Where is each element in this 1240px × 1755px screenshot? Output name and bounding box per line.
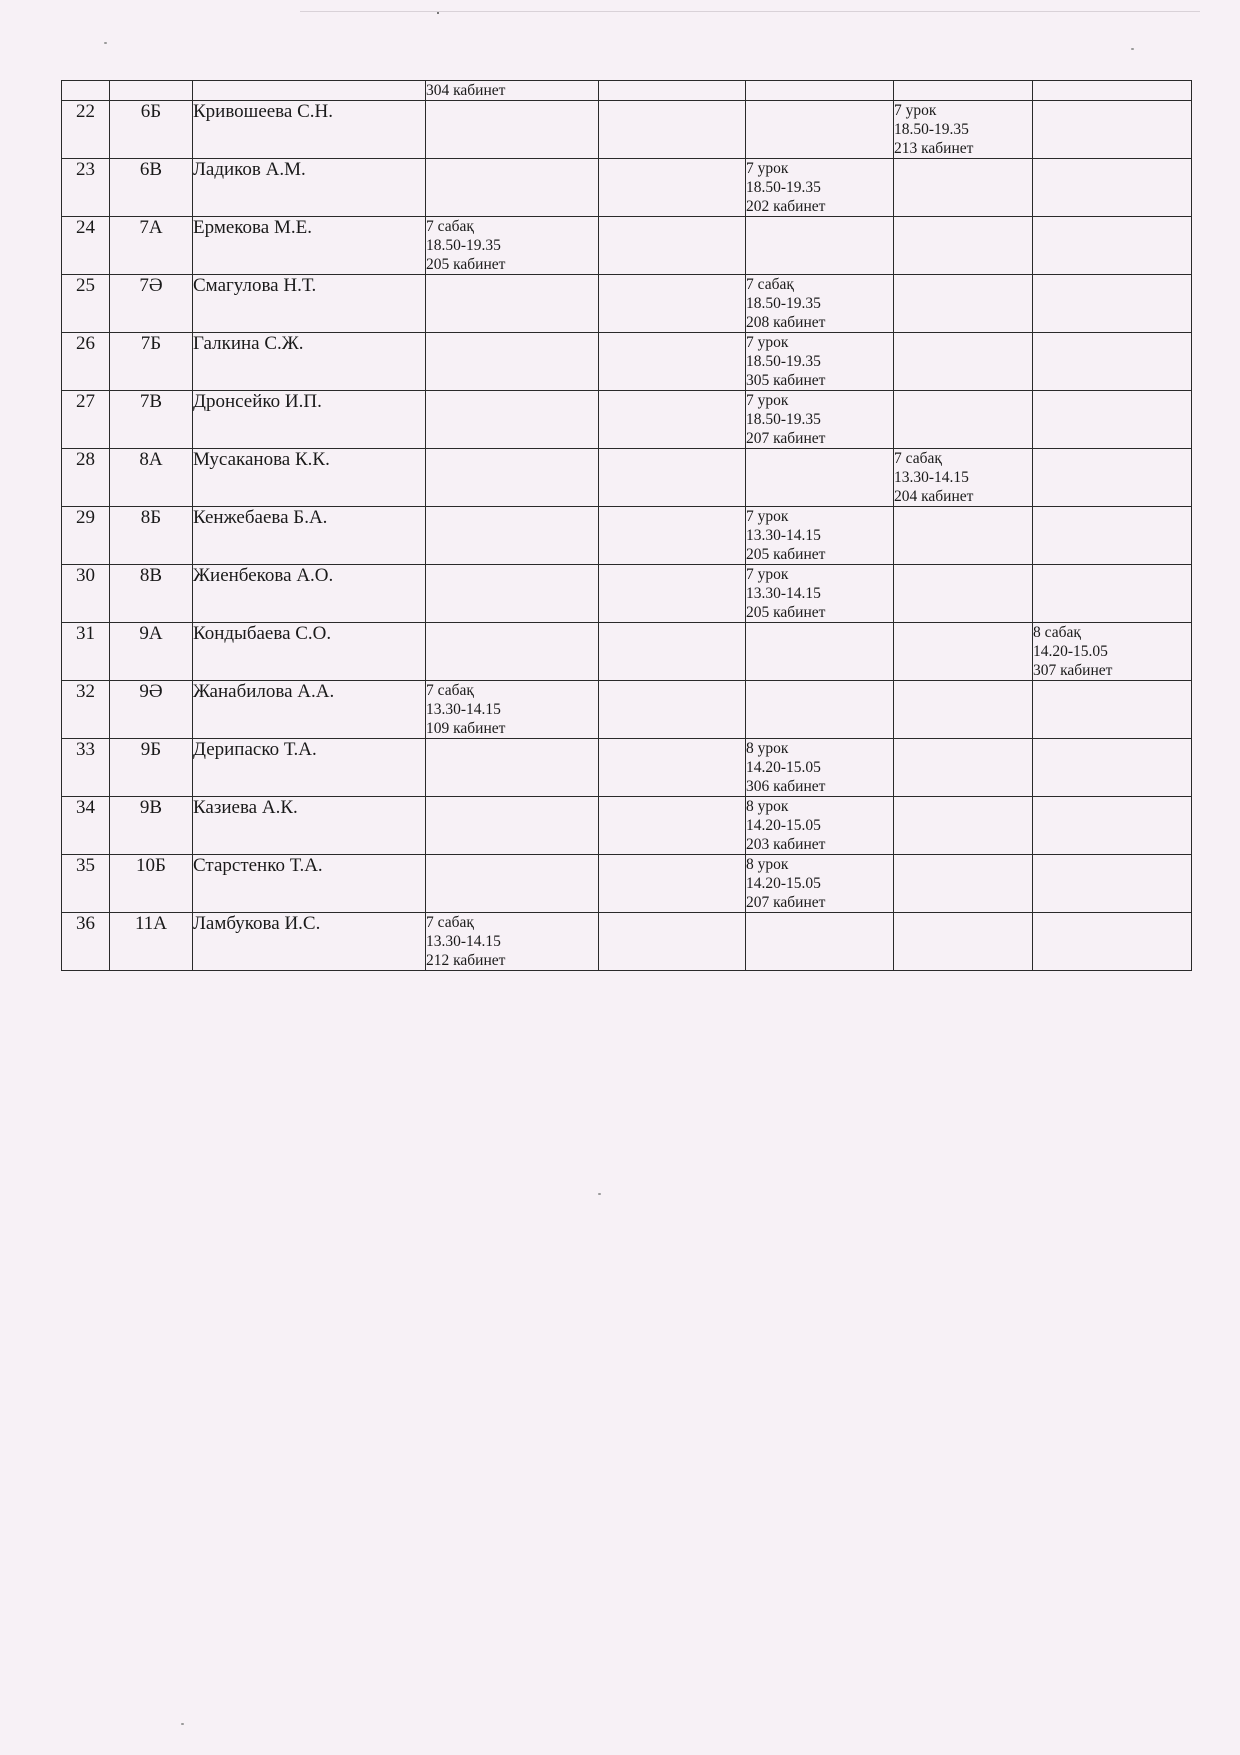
- row-number-cell: 24: [62, 217, 110, 275]
- row-number-cell: 27: [62, 391, 110, 449]
- lesson-slot-cell: [746, 275, 894, 333]
- row-number-cell: 33: [62, 739, 110, 797]
- lesson-slot-cell: [894, 681, 1033, 739]
- lesson-slot-cell: [426, 507, 599, 565]
- lesson-slot-cell: [426, 913, 599, 971]
- lesson-slot-cell: [1033, 913, 1192, 971]
- teacher-name-cell: Смагулова Н.Т.: [193, 275, 426, 333]
- lesson-slot-cell: [599, 449, 746, 507]
- table-row: [62, 333, 1192, 391]
- lesson-slot-cell: [599, 507, 746, 565]
- lesson-slot-cell: [599, 159, 746, 217]
- lesson-slot-cell: [746, 913, 894, 971]
- lesson-slot-cell: [894, 855, 1033, 913]
- lesson-slot-line: 205 кабинет: [746, 546, 826, 563]
- lesson-slot-line: 8 урок: [746, 740, 789, 757]
- lesson-slot-cell: [894, 391, 1033, 449]
- lesson-slot-cell: [746, 217, 894, 275]
- lesson-slot-line: 7 урок: [746, 392, 789, 409]
- lesson-slot-line: 14.20-15.05: [1033, 643, 1108, 660]
- lesson-slot-line: 13.30-14.15: [746, 585, 821, 602]
- class-cell: 7А: [110, 217, 193, 275]
- class-cell: 10Б: [110, 855, 193, 913]
- row-number-cell: 32: [62, 681, 110, 739]
- row-number-cell: 31: [62, 623, 110, 681]
- teacher-name-cell: Ламбукова И.С.: [193, 913, 426, 971]
- lesson-slot-cell: [746, 159, 894, 217]
- lesson-slot-line: 8 сабақ: [1033, 624, 1081, 641]
- lesson-slot-cell: [1033, 507, 1192, 565]
- scan-speck: [598, 1193, 601, 1195]
- class-cell: 8В: [110, 565, 193, 623]
- row-number-cell: 29: [62, 507, 110, 565]
- lesson-slot-cell: [1033, 681, 1192, 739]
- lesson-slot-cell: [746, 681, 894, 739]
- lesson-slot-cell: [1033, 217, 1192, 275]
- table-row: [62, 507, 1192, 565]
- lesson-slot-cell: [746, 449, 894, 507]
- scan-speck: [1131, 48, 1134, 50]
- lesson-slot-cell: [426, 101, 599, 159]
- class-cell: 9Ә: [110, 681, 193, 739]
- lesson-slot-cell: [599, 101, 746, 159]
- class-cell: 8Б: [110, 507, 193, 565]
- lesson-slot-cell: [426, 565, 599, 623]
- lesson-slot-line: 18.50-19.35: [746, 353, 821, 370]
- lesson-slot-cell: [426, 217, 599, 275]
- row-number-cell: 35: [62, 855, 110, 913]
- lesson-slot-cell: [894, 81, 1033, 101]
- lesson-slot-line: 213 кабинет: [894, 140, 974, 157]
- lesson-slot-line: 203 кабинет: [746, 836, 826, 853]
- lesson-slot-cell: [599, 391, 746, 449]
- lesson-slot-cell: [1033, 565, 1192, 623]
- lesson-slot-line: 7 урок: [746, 334, 789, 351]
- schedule-table: [61, 80, 1192, 971]
- lesson-slot-cell: [746, 855, 894, 913]
- class-cell: [110, 81, 193, 101]
- lesson-slot-cell: [746, 101, 894, 159]
- scan-edge-line: [300, 11, 1200, 12]
- lesson-slot-cell: [746, 81, 894, 101]
- lesson-slot-cell: [894, 623, 1033, 681]
- teacher-name-cell: Кенжебаева Б.А.: [193, 507, 426, 565]
- teacher-name-cell: Ермекова М.Е.: [193, 217, 426, 275]
- lesson-slot-line: 14.20-15.05: [746, 759, 821, 776]
- teacher-name-cell: Кривошеева С.Н.: [193, 101, 426, 159]
- table-row: [62, 797, 1192, 855]
- class-cell: 9Б: [110, 739, 193, 797]
- table-row: [62, 101, 1192, 159]
- lesson-slot-cell: [746, 739, 894, 797]
- lesson-slot-cell: [599, 739, 746, 797]
- lesson-slot-line: 7 сабақ: [426, 914, 474, 931]
- teacher-name-cell: Мусаканова К.К.: [193, 449, 426, 507]
- lesson-slot-cell: [894, 565, 1033, 623]
- lesson-slot-cell: [894, 913, 1033, 971]
- class-cell: 7Б: [110, 333, 193, 391]
- table-row: [62, 449, 1192, 507]
- lesson-slot-line: 202 кабинет: [746, 198, 826, 215]
- lesson-slot-cell: [1033, 855, 1192, 913]
- row-number-cell: 34: [62, 797, 110, 855]
- teacher-name-cell: Дерипаско Т.А.: [193, 739, 426, 797]
- lesson-slot-cell: [894, 507, 1033, 565]
- table-row: [62, 855, 1192, 913]
- teacher-name-cell: Галкина С.Ж.: [193, 333, 426, 391]
- lesson-slot-cell: [426, 159, 599, 217]
- lesson-slot-cell: [894, 449, 1033, 507]
- lesson-slot-line: 7 урок: [746, 508, 789, 525]
- lesson-slot-cell: [599, 913, 746, 971]
- lesson-slot-line: 7 сабақ: [426, 218, 474, 235]
- table-row: [62, 275, 1192, 333]
- table-row: [62, 739, 1192, 797]
- teacher-name-cell: Жиенбекова А.О.: [193, 565, 426, 623]
- table-row: [62, 913, 1192, 971]
- class-cell: 8А: [110, 449, 193, 507]
- row-number-cell: 22: [62, 101, 110, 159]
- lesson-slot-cell: [894, 797, 1033, 855]
- lesson-slot-cell: [894, 217, 1033, 275]
- row-number-cell: 26: [62, 333, 110, 391]
- lesson-slot-cell: [599, 565, 746, 623]
- lesson-slot-cell: [894, 101, 1033, 159]
- lesson-slot-cell: [746, 797, 894, 855]
- lesson-slot-cell: [599, 797, 746, 855]
- lesson-slot-cell: [426, 681, 599, 739]
- row-number-cell: 23: [62, 159, 110, 217]
- table-row: [62, 565, 1192, 623]
- row-number-cell: 28: [62, 449, 110, 507]
- teacher-name-cell: Дронсейко И.П.: [193, 391, 426, 449]
- lesson-slot-line: 207 кабинет: [746, 894, 826, 911]
- lesson-slot-cell: [426, 391, 599, 449]
- lesson-slot-cell: [426, 739, 599, 797]
- lesson-slot-cell: [746, 333, 894, 391]
- lesson-slot-line: 7 урок: [746, 160, 789, 177]
- class-cell: 9А: [110, 623, 193, 681]
- lesson-slot-line: 8 урок: [746, 798, 789, 815]
- lesson-slot-line: 18.50-19.35: [746, 411, 821, 428]
- lesson-slot-cell: [1033, 623, 1192, 681]
- lesson-slot-cell: [599, 855, 746, 913]
- teacher-name-cell: Жанабилова А.А.: [193, 681, 426, 739]
- lesson-slot-line: 204 кабинет: [894, 488, 974, 505]
- lesson-slot-cell: [599, 217, 746, 275]
- lesson-slot-line: 7 сабақ: [894, 450, 942, 467]
- lesson-slot-line: 205 кабинет: [426, 256, 506, 273]
- lesson-slot-line: 18.50-19.35: [746, 179, 821, 196]
- lesson-slot-line: 207 кабинет: [746, 430, 826, 447]
- lesson-slot-line: 208 кабинет: [746, 314, 826, 331]
- teacher-name-cell: Старстенко Т.А.: [193, 855, 426, 913]
- row-number-cell: 36: [62, 913, 110, 971]
- lesson-slot-line: 212 кабинет: [426, 952, 506, 969]
- lesson-slot-cell: [894, 739, 1033, 797]
- lesson-slot-cell: [599, 333, 746, 391]
- table-row: [62, 681, 1192, 739]
- lesson-slot-line: 7 урок: [894, 102, 937, 119]
- lesson-slot-line: 7 урок: [746, 566, 789, 583]
- teacher-name-cell: Ладиков А.М.: [193, 159, 426, 217]
- lesson-slot-line: 18.50-19.35: [426, 237, 501, 254]
- class-cell: 11А: [110, 913, 193, 971]
- table-row: [62, 391, 1192, 449]
- lesson-slot-line: 305 кабинет: [746, 372, 826, 389]
- lesson-slot-cell: [746, 391, 894, 449]
- lesson-slot-cell: [1033, 101, 1192, 159]
- lesson-slot-cell: [1033, 739, 1192, 797]
- scan-speck: [104, 42, 107, 44]
- lesson-slot-cell: [426, 797, 599, 855]
- lesson-slot-line: 14.20-15.05: [746, 875, 821, 892]
- lesson-slot-line: 18.50-19.35: [746, 295, 821, 312]
- class-cell: 9В: [110, 797, 193, 855]
- lesson-slot-cell: [599, 623, 746, 681]
- teacher-name-cell: Казиева А.К.: [193, 797, 426, 855]
- lesson-slot-line: 306 кабинет: [746, 778, 826, 795]
- table-row: [62, 159, 1192, 217]
- lesson-slot-line: 18.50-19.35: [894, 121, 969, 138]
- lesson-slot-cell: [1033, 449, 1192, 507]
- lesson-slot-cell: [894, 333, 1033, 391]
- lesson-slot-cell: [1033, 797, 1192, 855]
- teacher-name-cell: [193, 81, 426, 101]
- lesson-slot-cell: [426, 449, 599, 507]
- lesson-slot-cell: [894, 275, 1033, 333]
- lesson-slot-cell: [426, 623, 599, 681]
- lesson-slot-line: 304 кабинет: [426, 82, 506, 99]
- lesson-slot-line: 7 сабақ: [426, 682, 474, 699]
- lesson-slot-cell: [426, 81, 599, 101]
- lesson-slot-line: 205 кабинет: [746, 604, 826, 621]
- scan-speck: [181, 1723, 184, 1725]
- lesson-slot-cell: [1033, 333, 1192, 391]
- table-row: [62, 81, 1192, 101]
- lesson-slot-cell: [1033, 159, 1192, 217]
- lesson-slot-cell: [426, 855, 599, 913]
- class-cell: 6В: [110, 159, 193, 217]
- lesson-slot-cell: [1033, 391, 1192, 449]
- lesson-slot-line: 8 урок: [746, 856, 789, 873]
- lesson-slot-line: 109 кабинет: [426, 720, 506, 737]
- row-number-cell: 25: [62, 275, 110, 333]
- teacher-name-cell: Кондыбаева С.О.: [193, 623, 426, 681]
- lesson-slot-cell: [1033, 275, 1192, 333]
- lesson-slot-line: 13.30-14.15: [426, 933, 501, 950]
- row-number-cell: [62, 81, 110, 101]
- lesson-slot-line: 13.30-14.15: [894, 469, 969, 486]
- lesson-slot-cell: [599, 681, 746, 739]
- lesson-slot-line: 14.20-15.05: [746, 817, 821, 834]
- row-number-cell: 30: [62, 565, 110, 623]
- table-row: [62, 623, 1192, 681]
- lesson-slot-cell: [599, 81, 746, 101]
- table-row: [62, 217, 1192, 275]
- lesson-slot-cell: [746, 565, 894, 623]
- lesson-slot-cell: [1033, 81, 1192, 101]
- lesson-slot-cell: [599, 275, 746, 333]
- lesson-slot-line: 7 сабақ: [746, 276, 794, 293]
- lesson-slot-line: 13.30-14.15: [746, 527, 821, 544]
- lesson-slot-line: 307 кабинет: [1033, 662, 1113, 679]
- lesson-slot-cell: [746, 623, 894, 681]
- class-cell: 7Ә: [110, 275, 193, 333]
- lesson-slot-line: 13.30-14.15: [426, 701, 501, 718]
- class-cell: 7В: [110, 391, 193, 449]
- lesson-slot-cell: [426, 333, 599, 391]
- scan-mark: [437, 12, 439, 14]
- lesson-slot-cell: [894, 159, 1033, 217]
- class-cell: 6Б: [110, 101, 193, 159]
- lesson-slot-cell: [426, 275, 599, 333]
- lesson-slot-cell: [746, 507, 894, 565]
